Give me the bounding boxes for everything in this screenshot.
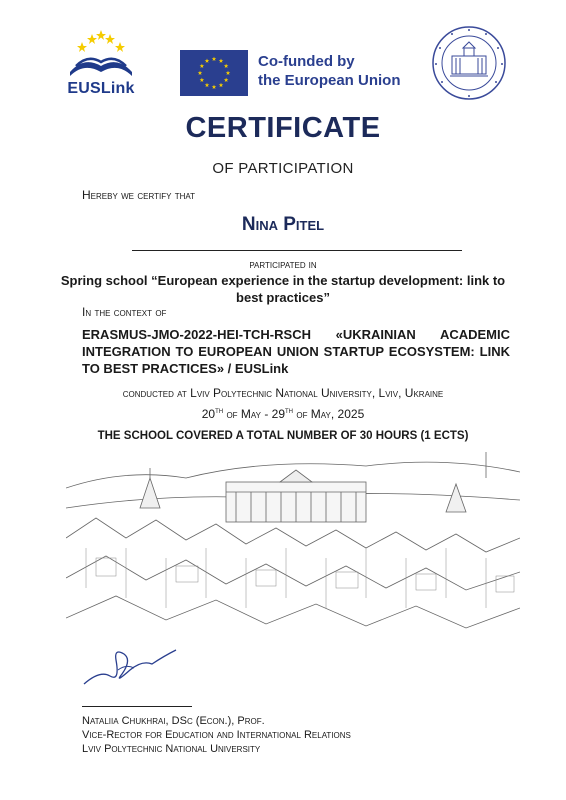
eu-cofunded-line2: the European Union [258,72,401,89]
eu-flag-icon [180,50,248,96]
conducted-at: conducted at Lviv Polytechnic National University, Lviv, Ukraine [122,386,444,400]
signature-line [82,706,192,707]
date-end-rest: of May, 2025 [296,407,365,421]
project-title: ERASMUS-JMO-2022-HEI-TCH-RSCH «UKRAINIAN ACADEMIC INTEGRATION TO EUROPEAN UNION STARTUP ECOSYSTEM: LINK TO BEST PRACTICES» / EUSLink [82,327,510,376]
date-start-day: 20 [201,407,216,421]
certify-line: Hereby we certify that [82,188,196,202]
signer-position: Vice-Rector for Education and International Relations [82,729,351,741]
eu-cofunded-line1: Co-funded by [258,53,355,70]
eu-cofunded-label [258,52,428,90]
date-start-sup: th [215,406,224,415]
date-start-rest: of May [226,407,261,421]
signer-block [82,714,351,756]
hours-covered: THE SCHOOL COVERED A TOTAL NUMBER OF 30 HOURS (1 ECTS) [97,430,469,442]
header-logos [0,20,566,110]
certificate-title: CERTIFICATE [185,112,381,144]
lviv-city-sketch [66,448,520,630]
euslink-logo [62,26,140,98]
participated-label: participated in [249,259,317,271]
recipient-name: Nina Pitel [241,214,325,235]
signature-icon [80,640,180,690]
signer-name: Nataliia Chukhrai, DSc (Econ.), Prof. [82,715,265,727]
signer-institution: Lviv Polytechnic National University [82,743,261,755]
context-label: In the context of [82,305,167,319]
university-seal-icon [430,24,508,102]
school-title: Spring school “European experience in the startup development: link to best practices” [60,273,506,305]
certificate-subtitle: OF PARTICIPATION [212,160,354,177]
name-underline [132,250,462,251]
date-end-sup: th [285,406,294,415]
euslink-text: EUSLink [67,80,135,97]
date-separator: - [260,407,272,421]
school-dates [0,406,566,421]
date-end-day: 29 [271,407,286,421]
book-stars-icon [62,26,140,78]
